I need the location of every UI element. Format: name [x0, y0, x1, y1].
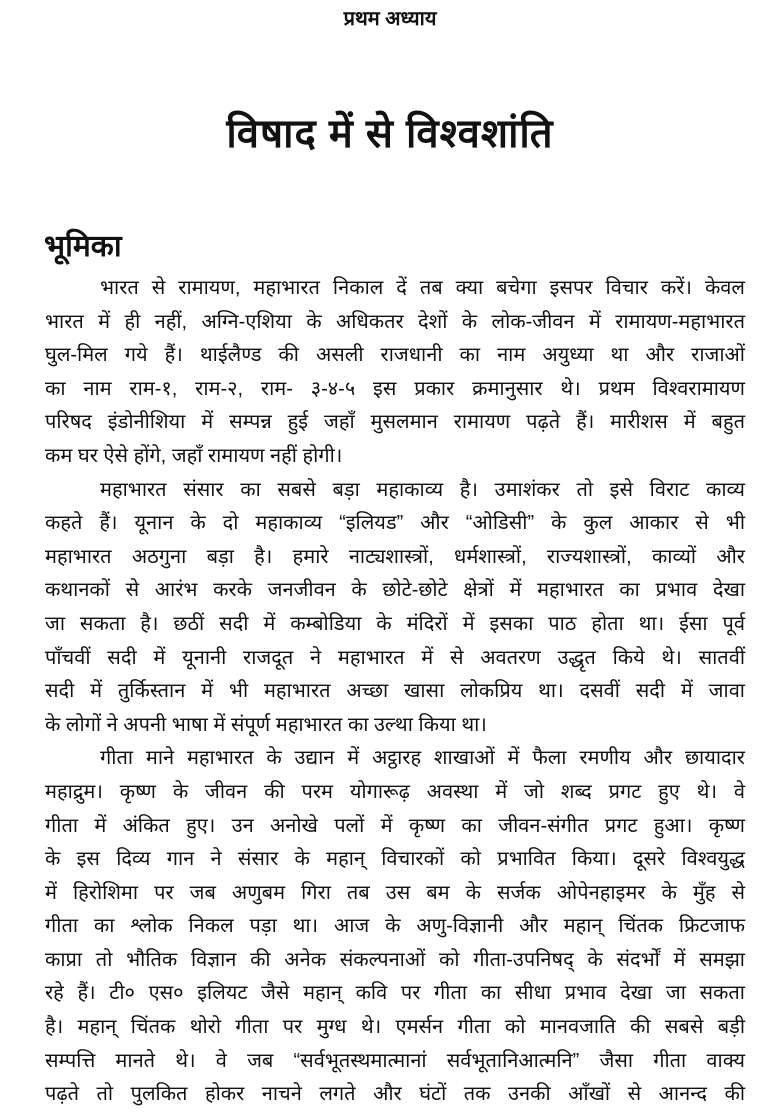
text-line: के इस दिव्य गान ने संसार के महान् विचारकों को प्रभावित किया। दूसरे विश्वयुद्ध [45, 848, 745, 871]
paragraph [45, 474, 745, 743]
text-line: गीता का श्लोक निकल पड़ा था। आज के अणु-विज्ञानी और महान् चिंतक फ्रिटजाफ [45, 915, 745, 938]
body-text [45, 272, 745, 1112]
text-line: महाभारत अठगुना बड़ा है। हमारे नाट्यशास्त्रों, धर्मशास्त्रों, राज्यशास्त्रों, काव्यों और [45, 545, 745, 568]
text-line: सम्पत्ति मानते थे। वे जब “सर्वभूतस्थमात्मानां सर्वभूतानिआत्मनि” जैसा गीता वाक्य [45, 1049, 745, 1072]
text-line: है। महान् चिंतक थोरो गीता पर मुग्ध थे। एमर्सन गीता को मानवजाति की सबसे बड़ी [45, 1016, 745, 1039]
text-line: रहे हैं। टी० एस० इलियट जैसे महान् कवि पर गीता का सीधा प्रभाव देखा जा सकता [45, 982, 745, 1005]
paragraph [45, 272, 745, 474]
text-line: गीता में अंकित हुए। उन अनोखे पलों में कृष्ण का जीवन-संगीत प्रगट हुआ। कृष्ण [45, 814, 745, 837]
text-line: का नाम राम-१, राम-२, राम- ३-४-५ इस प्रकार क्रमानुसार थे। प्रथम विश्वरामायण [45, 377, 745, 400]
chapter-header: प्रथम अध्याय [343, 8, 437, 30]
text-line: गीता माने महाभारत के उद्यान में अट्ठारह शाखाओं में फैला रमणीय और छायादार [100, 747, 745, 770]
text-line: महाभारत संसार का सबसे बड़ा महाकाव्य है। उमाशंकर तो इसे विराट काव्य [100, 478, 745, 501]
text-line: भारत से रामायण, महाभारत निकाल दें तब क्या बचेगा इसपर विचार करें। केवल [100, 277, 745, 299]
text-line: महाद्रुम। कृष्ण के जीवन की परम योगारूढ़ अवस्था में जो शब्द प्रगट हुए थे। वे [45, 780, 745, 803]
section-heading: भूमिका [44, 230, 122, 263]
text-line: जा सकता है। छठीं सदी में कम्बोडिया के मंदिरों में इसका पाठ होता था। ईसा पूर्व [45, 612, 745, 635]
text-line: पढ़ते तो पुलकित होकर नाचने लगते और घंटों तक उनकी आँखों से आनन्द की [45, 1083, 745, 1106]
text-line: घुल-मिल गये हैं। थाईलैण्ड की असली राजधानी का नाम अयुध्या था और राजाओं [45, 344, 745, 367]
text-line: में हिरोशिमा पर जब अणुबम गिरा तब उस बम के सर्जक ओपेनहाइमर के मुँह से [45, 881, 745, 904]
text-line: कम घर ऐसे होंगे, जहाँ रामायण नहीं होगी। [45, 444, 343, 467]
text-line: सदी में तुर्किस्तान में भी महाभारत अच्छा खासा लोकप्रिय था। दसवीं सदी में जावा [45, 680, 745, 703]
text-line: कथानकों से आरंभ करके जनजीवन के छोटे-छोटे क्षेत्रों में महाभारत का प्रभाव देखा [45, 579, 745, 602]
text-line: कहते हैं। यूनान के दो महाकाव्य “इलियड” और “ओडिसी” के कुल आकार से भी [45, 512, 745, 535]
text-line: के लोगों ने अपनी भाषा में संपूर्ण महाभारत का उल्था किया था। [45, 713, 487, 736]
text-line: पाँचवीं सदी में यूनानी राजदूत ने महाभारत में से अवतरण उद्धृत किये थे। सातवीं [45, 646, 745, 669]
text-line: भारत में ही नहीं, अग्नि-एशिया के अधिकतर देशों के लोक-जीवन में रामायण-महाभारत [45, 310, 745, 333]
page-title: विषाद में से विश्वशांति [226, 112, 554, 156]
paragraph [45, 742, 745, 1112]
text-line: परिषद इंडोनीशिया में सम्पन्न हुई जहाँ मुसलमान रामायण पढ़ते हैं। मारीशस में बहुत [45, 411, 745, 434]
text-line: काप्रा तो भौतिक विज्ञान की अनेक संकल्पनाओं को गीता-उपनिषद् के संदर्भों में समझा [45, 948, 745, 971]
